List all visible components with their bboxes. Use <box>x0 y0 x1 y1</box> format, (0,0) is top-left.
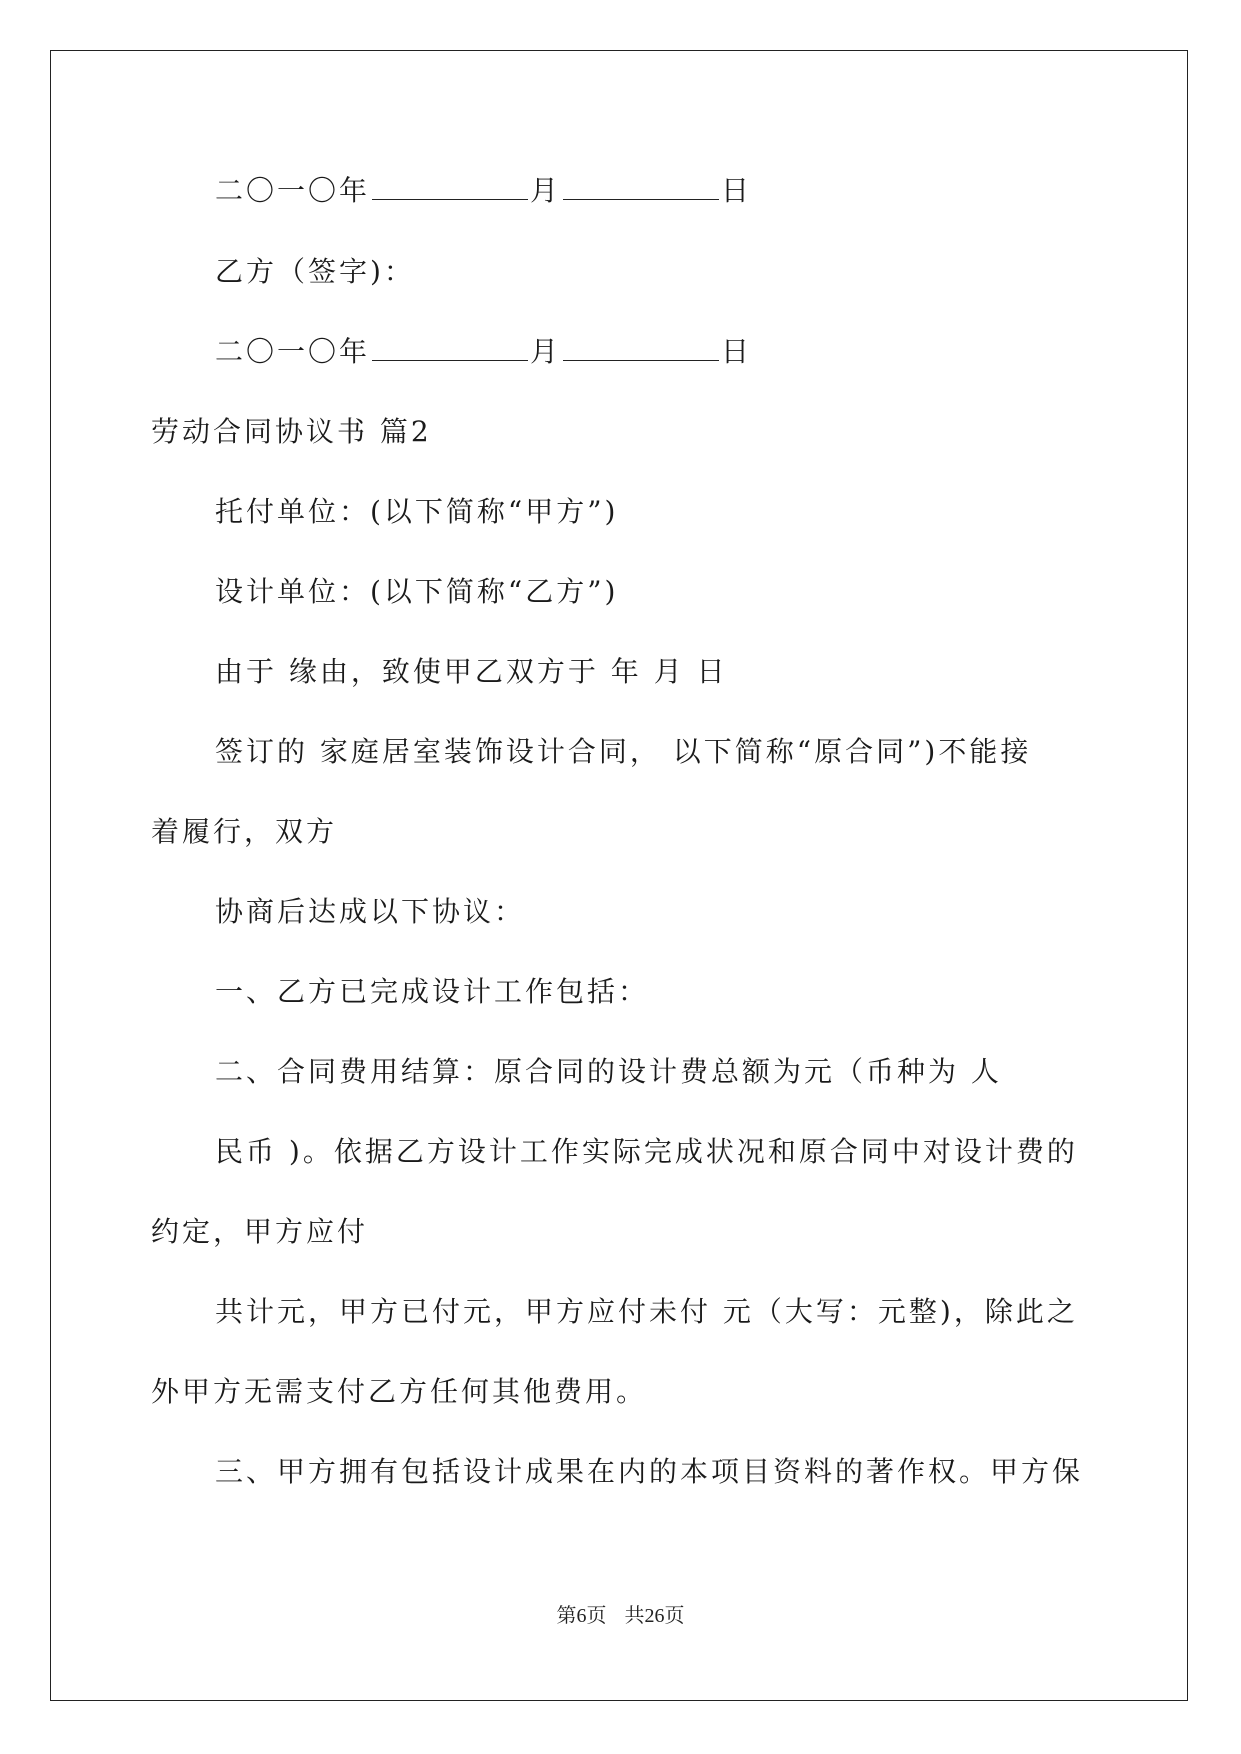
paragraph-line: 约定，甲方应付 <box>151 1215 369 1248</box>
paragraph-line: 外甲方无需支付乙方任何其他费用。 <box>151 1375 648 1408</box>
date-day: 日 <box>721 335 753 368</box>
paragraph-line: 一、乙方已完成设计工作包括： <box>215 975 650 1008</box>
date-month: 月 <box>530 174 562 207</box>
paragraph-line: 协商后达成以下协议： <box>215 895 526 928</box>
date-year: 二〇一〇年 <box>215 335 371 368</box>
paragraph-line: 二、合同费用结算：原合同的设计费总额为元（币种为 人 <box>215 1055 1002 1088</box>
day-blank <box>563 175 719 200</box>
paragraph-line: 托付单位：(以下简称“甲方”) <box>215 495 619 528</box>
month-blank <box>372 336 528 361</box>
page-total: 共26页 <box>624 1605 685 1627</box>
section-title: 劳动合同协议书 篇2 <box>151 415 432 448</box>
day-blank <box>563 336 719 361</box>
paragraph-line: 签订的 家庭居室装饰设计合同， 以下简称“原合同”)不能接 <box>215 735 1032 768</box>
date-month: 月 <box>530 335 562 368</box>
paragraph-line: 共计元，甲方已付元，甲方应付未付 元（大写：元整)，除此之 <box>215 1295 1078 1328</box>
paragraph-line: 着履行，双方 <box>151 815 338 848</box>
date-line-2 <box>215 335 752 369</box>
paragraph-line: 设计单位：(以下简称“乙方”) <box>215 575 619 608</box>
paragraph-line: 三、甲方拥有包括设计成果在内的本项目资料的著作权。甲方保 <box>215 1455 1084 1488</box>
month-blank <box>372 175 528 200</box>
page-border <box>50 50 1188 1701</box>
date-year: 二〇一〇年 <box>215 174 371 207</box>
date-line-1 <box>215 174 752 208</box>
date-day: 日 <box>721 174 753 207</box>
party-b-signature: 乙方（签字)： <box>215 255 415 288</box>
page-number: 第6页 <box>556 1605 607 1627</box>
paragraph-line: 民币 )。依据乙方设计工作实际完成状况和原合同中对设计费的 <box>215 1135 1078 1168</box>
paragraph-line: 由于 缘由，致使甲乙双方于 年 月 日 <box>215 655 728 688</box>
page-footer <box>0 1604 1241 1628</box>
